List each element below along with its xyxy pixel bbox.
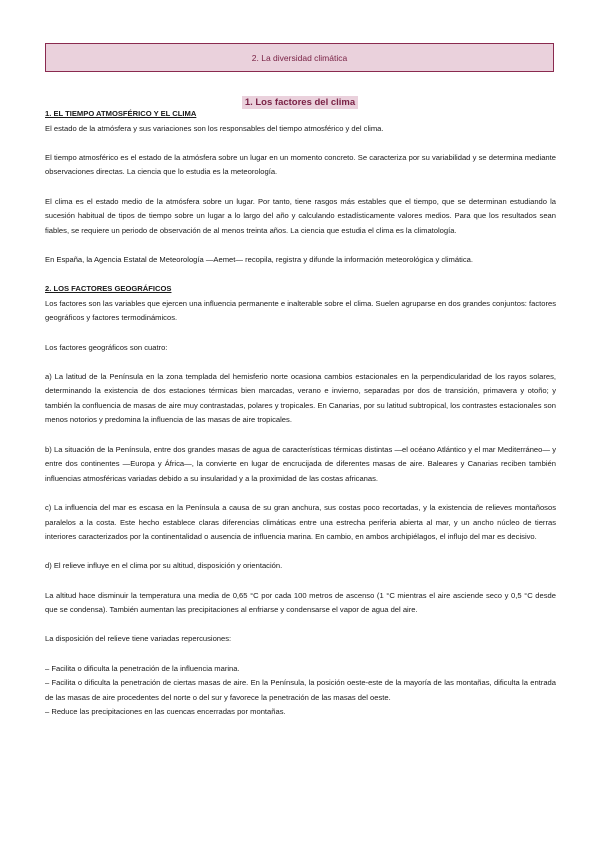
section1-heading: 1. EL TIEMPO ATMOSFÉRICO Y EL CLIMA <box>45 109 197 118</box>
document-body <box>45 107 556 720</box>
paragraph-sea-influence: c) La influencia del mar es escasa en la Península a causa de su gran anchura, sus costas poco recortadas, y la existencia de relieves montañosos paralelos a la costa. Este hecho establece claras diferencias climáticas entre una estrecha periferia abierta al mar, y un ancho núcleo de tierras interiores caracterizados por la continentalidad o ausencia de influencia marina. En cambio, en ambos archipiélagos, el influjo del mar es decisivo. <box>45 503 556 542</box>
list-item: – Facilita o dificulta la penetración de la influencia marina. <box>45 663 240 673</box>
list-item: – Facilita o dificulta la penetración de ciertas masas de aire. En la Península, la posición oeste-este de la mayoría de las montañas, dificulta la entrada de las masas de aire procedentes del norte o del sur y favorece la penetración de las masas del oeste. <box>45 678 556 702</box>
subtitle-text: 1. Los factores del clima <box>242 96 358 109</box>
paragraph: El tiempo atmosférico es el estado de la atmósfera sobre un lugar en un momento concreto. Se caracteriza por su variabilidad y se determina mediante observaciones directas. La ciencia que lo estudia es la meteorología. <box>45 152 556 177</box>
chapter-title-box <box>45 43 554 72</box>
paragraph: Los factores son las variables que ejercen una influencia permanente e inalterable sobre el clima. Suelen agruparse en dos grandes conjuntos: factores geográficos y factores termodinámicos. <box>45 298 556 323</box>
paragraph: La disposición del relieve tiene variadas repercusiones: <box>45 634 232 644</box>
paragraph-situation: b) La situación de la Península, entre dos grandes masas de agua de características térmicas distintas —el océano Atlántico y el mar Mediterráneo— y entre dos continentes —Europa y África—, la convierte en lugar de encrucijada de diferentes masas de aire. Baleares y Canarias reciben también influencias atmosféricas variadas debido a su insularidad y a la proximidad de las costas africanas. <box>45 444 556 483</box>
paragraph: Los factores geográficos son cuatro: <box>45 342 168 352</box>
list-item: – Reduce las precipitaciones en las cuencas encerradas por montañas. <box>45 707 286 717</box>
paragraph-latitude: a) La latitud de la Península en la zona templada del hemisferio norte ocasiona cambios estacionales en la perpendicularidad de los rayos solares, determinando la existencia de dos estaciones térmicas bien marcadas, verano e invierno, separadas por dos de transición, primavera y otoño; y también la confluencia de masas de aire muy contrastadas, polares y tropicales. En Canarias, por su latitud subtropical, los contrastes estacionales son menos notorios y predomina la influencia de las masas de aire tropicales. <box>45 371 556 425</box>
chapter-title: 2. La diversidad climática <box>251 52 348 63</box>
paragraph: El estado de la atmósfera y sus variaciones son los responsables del tiempo atmosférico y del clima. <box>45 123 384 133</box>
paragraph: El clima es el estado medio de la atmósfera sobre un lugar. Por tanto, tiene rasgos más estables que el tiempo, que se determinan estudiando la sucesión habitual de tipos de tiempo sobre un lugar a lo largo del año y calculando estadísticamente valores medios. Para que los resultados sean fiables, se requiere un periodo de observación de al menos treinta años. La ciencia que estudia el clima es la climatología. <box>45 196 556 235</box>
paragraph-altitude: La altitud hace disminuir la temperatura una media de 0,65 °C por cada 100 metros de ascenso (1 °C mientras el aire asciende seco y 0,5 °C desde que se condensa). También aumentan las precipitaciones al enfriarse y condensarse el vapor de agua del aire. <box>45 590 556 615</box>
paragraph-relief: d) El relieve influye en el clima por su altitud, disposición y orientación. <box>45 561 283 571</box>
section2-heading: 2. LOS FACTORES GEOGRÁFICOS <box>45 284 172 294</box>
paragraph: En España, la Agencia Estatal de Meteorología —Aemet— recopila, registra y difunde la información meteorológica y climática. <box>45 254 474 264</box>
